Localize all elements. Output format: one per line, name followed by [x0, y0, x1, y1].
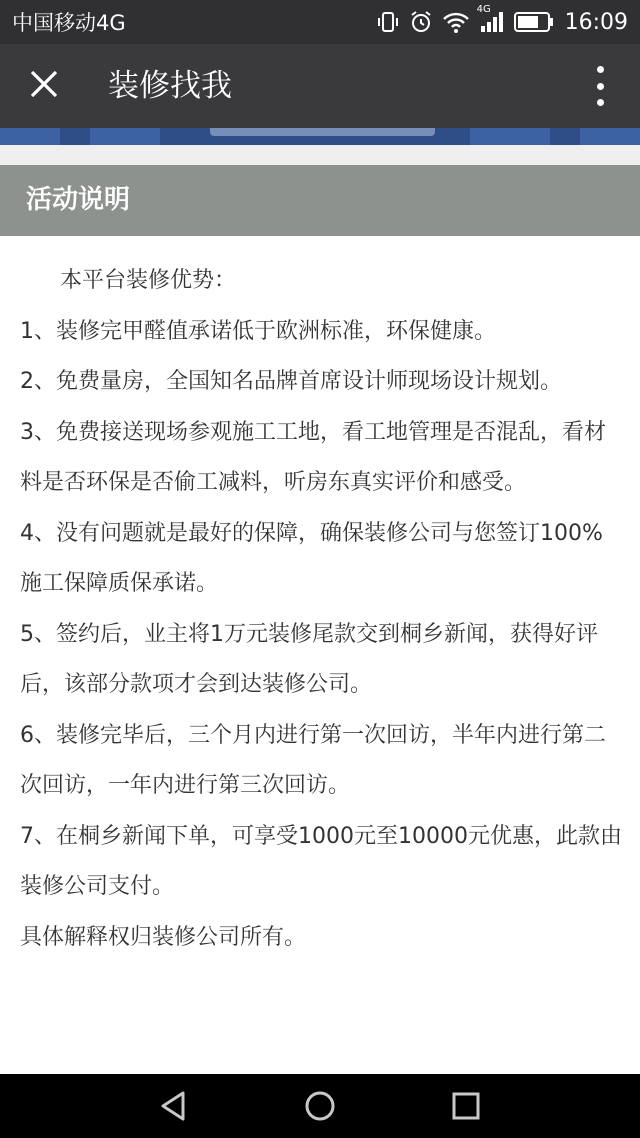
navigation-bar: [0, 1074, 640, 1138]
network-badge: 4G: [476, 4, 491, 15]
section-header: 活动说明: [0, 165, 640, 236]
recents-icon[interactable]: [449, 1089, 483, 1123]
title-bar: [0, 44, 640, 128]
close-button[interactable]: [22, 64, 66, 108]
more-vertical-icon: [597, 66, 604, 73]
list-item: 7、在桐乡新闻下单，可享受1000元至10000元优惠，此款由装修公司支付。: [20, 823, 622, 899]
list-item: 6、装修完毕后，三个月内进行第一次回访，半年内进行第二次回访，一年内进行第三次回访。: [20, 722, 606, 798]
signal-icon: [476, 4, 505, 34]
more-button[interactable]: [590, 66, 610, 106]
clock: 16:09: [564, 9, 628, 35]
back-icon[interactable]: [157, 1089, 191, 1123]
vibrate-icon: [376, 10, 400, 34]
status-icons: [376, 4, 628, 35]
list-item: 5、签约后，业主将1万元装修尾款交到桐乡新闻，获得好评后，该部分款项才会到达装修公司。: [20, 621, 598, 697]
footer-note: 具体解释权归装修公司所有。: [20, 924, 307, 950]
banner-image: [0, 128, 640, 145]
home-icon[interactable]: [303, 1089, 337, 1123]
intro-text: 本平台装修优势：: [60, 268, 237, 293]
close-icon: [29, 69, 59, 103]
battery-icon: [514, 11, 554, 33]
divider: [0, 145, 640, 165]
list-item: 1、装修完甲醛值承诺低于欧洲标准，环保健康。: [20, 318, 496, 344]
list-item: 2、免费量房，全国知名品牌首席设计师现场设计规划。: [20, 369, 562, 394]
wifi-icon: [442, 10, 470, 34]
page-title: 装修找我: [108, 68, 232, 104]
alarm-icon: [409, 10, 433, 34]
list-item: 3、免费接送现场参观施工工地，看工地管理是否混乱，看材料是否环保是否偷工减料，听房东真实评价和感受。: [20, 419, 606, 495]
list-item: 4、没有问题就是最好的保障，确保装修公司与您签订100%施工保障质保承诺。: [20, 520, 603, 596]
status-bar: [0, 0, 640, 44]
carrier-name: 中国移动4G: [12, 11, 126, 35]
activity-description: [20, 256, 624, 963]
